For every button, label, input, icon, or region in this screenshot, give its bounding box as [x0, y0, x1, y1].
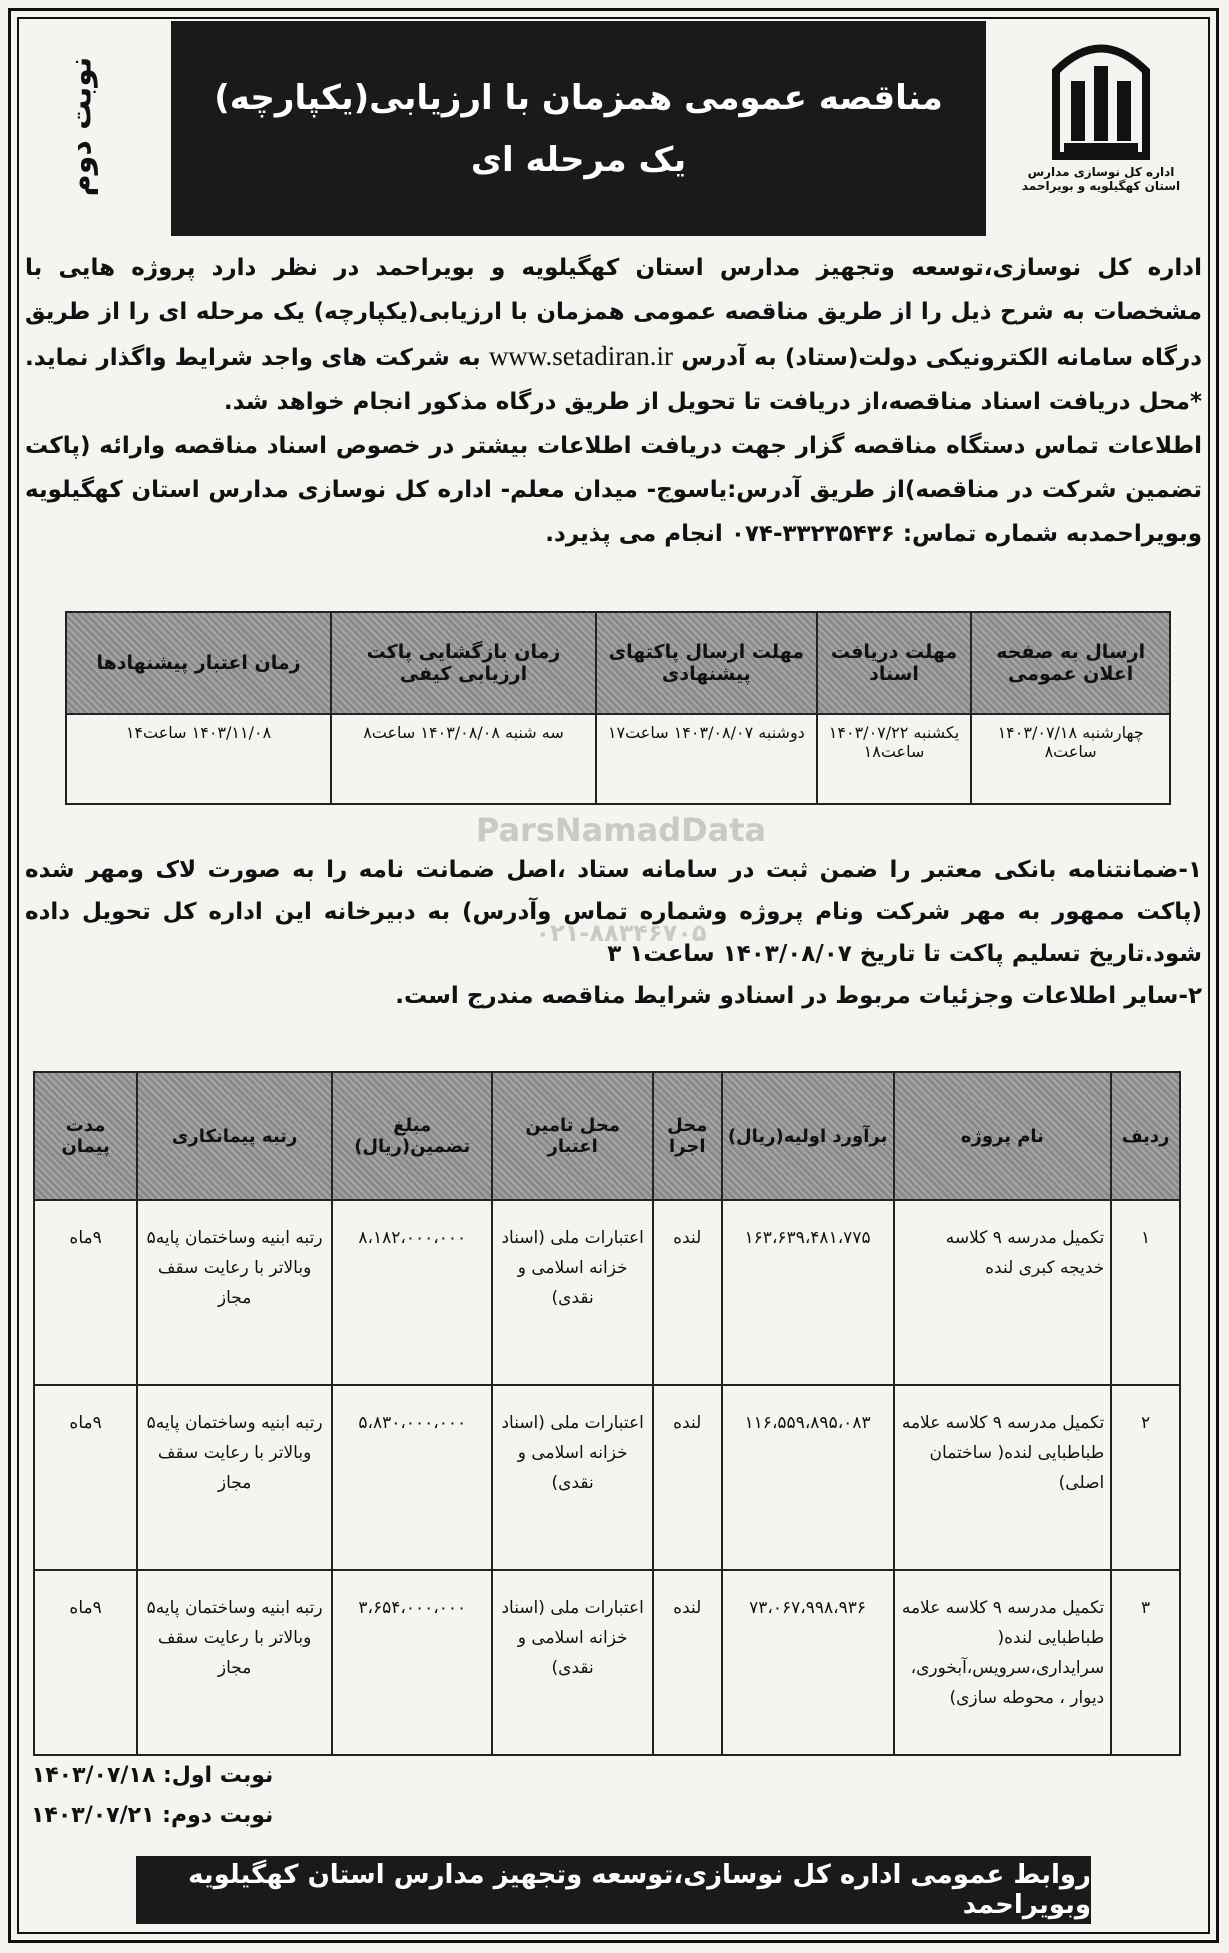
project-guarantee: ۵،۸۳۰،۰۰۰،۰۰۰ — [332, 1385, 492, 1570]
schedule-header-cell: مهلت دریافت اسناد — [817, 612, 972, 714]
projects-header-cell: محل اجرا — [653, 1072, 722, 1200]
project-grade: رتبه ابنیه وساختمان پایه۵ وبالاتر با رعایت سقف مجاز — [137, 1385, 332, 1570]
projects-header-cell: مبلغ تضمین(ریال) — [332, 1072, 492, 1200]
title-line1: مناقصه عمومی همزمان با ارزیابی(یکپارچه) — [214, 77, 943, 118]
schedule-row — [66, 714, 1170, 804]
project-grade: رتبه ابنیه وساختمان پایه۵ وبالاتر با رعایت سقف مجاز — [137, 1200, 332, 1385]
header-banner — [171, 21, 986, 236]
projects-header-cell: رتبه پیمانکاری — [137, 1072, 332, 1200]
project-index: ۱ — [1111, 1200, 1180, 1385]
schedule-header-cell: مهلت ارسال پاکتهای پیشنهادی — [596, 612, 817, 714]
project-funding: اعتبارات ملی (اسناد خزانه اسلامی و نقدی) — [492, 1200, 652, 1385]
intro-text — [25, 246, 1202, 556]
setadiran-link[interactable]: www.setadiran.ir — [488, 341, 674, 371]
schedule-cell: یکشنبه ۱۴۰۳/۰۷/۲۲ ساعت۱۸ — [817, 714, 972, 804]
project-duration: ۹ماه — [34, 1200, 137, 1385]
intro-paragraph-2: اطلاعات تماس دستگاه مناقصه گزار جهت دریافت اطلاعات بیشتر در خصوص اسناد مناقصه وارائه (پاکت تضمین شرکت در مناقصه)از طریق آدرس:یاسوج- میدان معلم- اداره کل نوسازی مدارس استان کهگیلویه وبویراحمدبه شماره تماس: ۳۳۲۳۵۴۳۶-۰۷۴ انجام می پذیرد. — [25, 433, 1202, 547]
first-publication-date: نوبت اول: ۱۴۰۳/۰۷/۱۸ — [31, 1763, 274, 1788]
project-index: ۲ — [1111, 1385, 1180, 1570]
schedule-cell: دوشنبه ۱۴۰۳/۰۸/۰۷ ساعت۱۷ — [596, 714, 817, 804]
project-location: لنده — [653, 1570, 722, 1755]
publication-dates — [31, 1756, 273, 1836]
projects-table — [33, 1071, 1181, 1756]
schedule-table — [65, 611, 1171, 805]
terms-item-1: ۱-ضمانتنامه بانکی معتبر را ضمن ثبت در سامانه ستاد ،اصل ضمانت نامه را به صورت لاک ومهر شده (پاکت ممهور به مهر شرکت ونام پروژه وشماره تماس وآدرس) به دبیرخانه این اداره کل تحویل داده شود.تاریخ تسلیم پاکت تا تاریخ ۱۴۰۳/۰۸/۰۷ ساعت۱ ۳ — [25, 857, 1202, 967]
projects-header-cell: نام پروژه — [894, 1072, 1112, 1200]
projects-header-cell: ردیف — [1111, 1072, 1180, 1200]
project-guarantee: ۳،۶۵۴،۰۰۰،۰۰۰ — [332, 1570, 492, 1755]
project-estimate: ۱۱۶،۵۵۹،۸۹۵،۰۸۳ — [722, 1385, 894, 1570]
project-duration: ۹ماه — [34, 1385, 137, 1570]
watermark-phone: ۰۲۱-۸۸۳۴۶۷۰۵ — [535, 919, 707, 947]
projects-header-cell: محل تامین اعتبار — [492, 1072, 652, 1200]
schedule-cell: سه شنبه ۱۴۰۳/۰۸/۰۸ ساعت۸ — [331, 714, 596, 804]
project-row — [34, 1570, 1180, 1755]
project-name: تکمیل مدرسه ۹ کلاسه خدیجه کبری لنده — [894, 1200, 1112, 1385]
schedule-header-cell: زمان اعتبار پیشنهادها — [66, 612, 331, 714]
projects-header-cell: مدت پیمان — [34, 1072, 137, 1200]
announcement-page — [8, 8, 1219, 1943]
terms-item-2: ۲-سایر اطلاعات وجزئیات مربوط در اسنادو شرایط مناقصه مندرج است. — [395, 983, 1202, 1009]
nobat-label-vertical — [21, 51, 141, 201]
intro-para1-b: به شرکت های واجد شرایط واگذار نماید. *محل دریافت اسناد مناقصه،از دریافت تا تحویل از طریق درگاه مذکور انجام خواهد شد. — [25, 345, 1202, 415]
project-name: تکمیل مدرسه ۹ کلاسه علامه طباطبایی لنده( سرایداری،سرویس،آبخوری، دیوار ، محوطه سازی) — [894, 1570, 1112, 1755]
schedule-header-row — [66, 612, 1170, 714]
logo-org-line2: استان کهگیلویه و بویراحمد — [1021, 179, 1181, 193]
schedule-cell: ۱۴۰۳/۱۱/۰۸ ساعت۱۴ — [66, 714, 331, 804]
nobat-text: نوبت دوم — [63, 56, 99, 196]
intro-para1-a: اداره کل نوسازی،توسعه وتجهیز مدارس استان کهگیلویه و بویراحمد در نظر دارد پروژه هایی با مشخصات به شرح ذیل را از طریق مناقصه عمومی همزمان با ارزیابی(یکپارچه) یک مرحله ای را از طریق درگاه سامانه الکترونیکی دولت(ستاد) به آدرس — [25, 255, 1202, 371]
projects-header-row — [34, 1072, 1180, 1200]
org-logo — [1006, 31, 1196, 231]
schedule-header-cell: زمان بازگشایی پاکت ارزیابی کیفی — [331, 612, 596, 714]
schedule-header-cell: ارسال به صفحه اعلان عمومی — [971, 612, 1170, 714]
watermark-brand: ParsNamadData — [475, 811, 767, 849]
project-duration: ۹ماه — [34, 1570, 137, 1755]
project-location: لنده — [653, 1200, 722, 1385]
terms-section — [25, 849, 1202, 1017]
school-renovation-logo-icon — [1046, 31, 1156, 161]
project-grade: رتبه ابنیه وساختمان پایه۵ وبالاتر با رعایت سقف مجاز — [137, 1570, 332, 1755]
title-line2: یک مرحله ای — [470, 139, 687, 180]
intro-paragraph-1 — [25, 246, 1202, 424]
project-row — [34, 1385, 1180, 1570]
project-name: تکمیل مدرسه ۹ کلاسه علامه طباطبایی لنده( ساختمان اصلی) — [894, 1385, 1112, 1570]
logo-org-line1: اداره کل نوسازی مدارس — [1027, 165, 1175, 179]
project-row — [34, 1200, 1180, 1385]
project-estimate: ۱۶۳،۶۳۹،۴۸۱،۷۷۵ — [722, 1200, 894, 1385]
footer-banner: روابط عمومی اداره کل نوسازی،توسعه وتجهیز مدارس استان کهگیلویه وبویراحمد — [136, 1856, 1091, 1924]
project-index: ۳ — [1111, 1570, 1180, 1755]
project-funding: اعتبارات ملی (اسناد خزانه اسلامی و نقدی) — [492, 1570, 652, 1755]
project-estimate: ۷۳،۰۶۷،۹۹۸،۹۳۶ — [722, 1570, 894, 1755]
project-location: لنده — [653, 1385, 722, 1570]
project-funding: اعتبارات ملی (اسناد خزانه اسلامی و نقدی) — [492, 1385, 652, 1570]
schedule-cell: چهارشنبه ۱۴۰۳/۰۷/۱۸ ساعت۸ — [971, 714, 1170, 804]
second-publication-date: نوبت دوم: ۱۴۰۳/۰۷/۲۱ — [31, 1803, 274, 1828]
projects-header-cell: برآورد اولیه(ریال) — [722, 1072, 894, 1200]
project-guarantee: ۸،۱۸۲،۰۰۰،۰۰۰ — [332, 1200, 492, 1385]
